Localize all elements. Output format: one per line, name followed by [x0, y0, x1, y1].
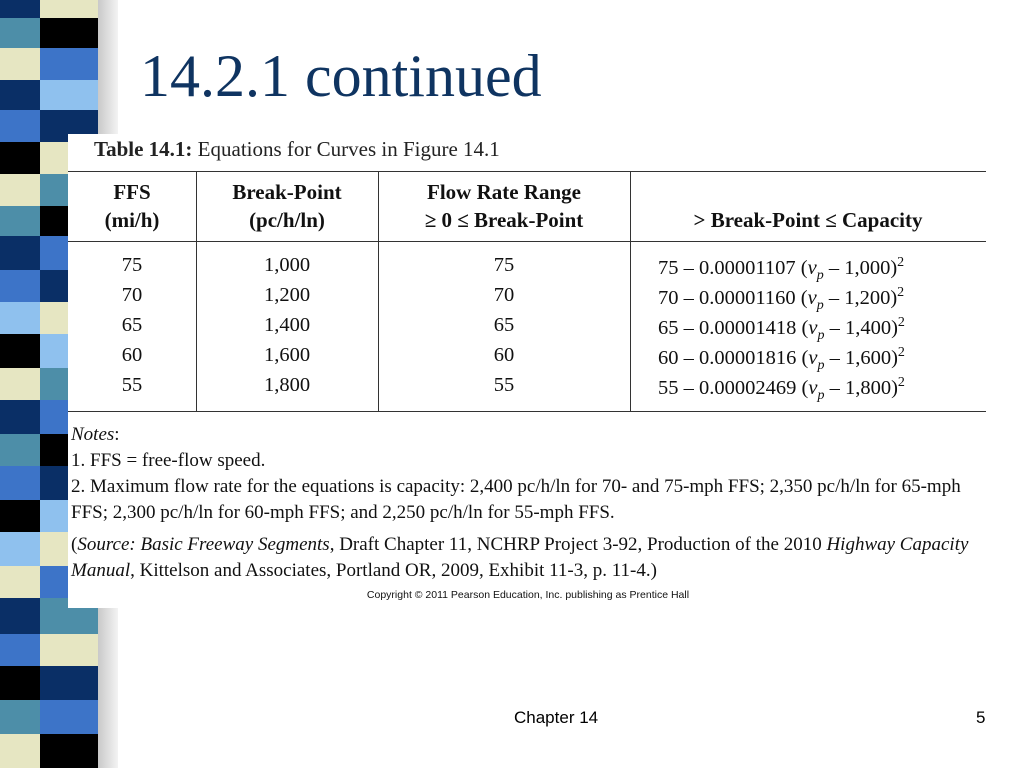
cell-break-point: 1,400	[263, 314, 311, 336]
notes-heading: Notes:	[71, 424, 120, 445]
cell-break-point: 1,000	[263, 254, 311, 276]
stripe-block	[0, 666, 40, 700]
stripe-block	[40, 734, 98, 768]
stripe-block	[0, 206, 40, 236]
cell-break-point: 1,600	[263, 344, 311, 366]
stripe-block	[40, 48, 98, 80]
stripe-block	[40, 666, 98, 700]
cell-low-range: 70	[493, 284, 515, 306]
column-equations	[658, 253, 905, 403]
column-break-point	[196, 250, 378, 400]
cell-ffs: 75	[121, 254, 143, 276]
cell-low-range: 65	[493, 314, 515, 336]
stripe-block	[0, 500, 40, 532]
cell-ffs: 60	[121, 344, 143, 366]
header-flow-rate-range: Flow Rate Range ≥ 0 ≤ Break-Point	[424, 180, 584, 232]
cell-low-range: 75	[493, 254, 515, 276]
cell-ffs: 70	[121, 284, 143, 306]
cell-break-point: 1,800	[263, 374, 311, 396]
stripe-block	[0, 174, 40, 206]
stripe-block	[0, 466, 40, 500]
cell-low-range: 60	[493, 344, 515, 366]
column-low-range	[378, 250, 630, 400]
stripe-block	[0, 334, 40, 368]
stripe-block	[0, 734, 40, 768]
stripe-block	[0, 48, 40, 80]
header-capacity-range: > Break-Point ≤ Capacity	[693, 208, 923, 232]
header-divider	[68, 241, 986, 242]
copyright-notice: Copyright © 2011 Pearson Education, Inc. publishing as Prentice Hall	[366, 589, 690, 601]
stripe-block	[40, 80, 98, 110]
cell-low-range: 55	[493, 374, 515, 396]
stripe-block	[0, 566, 40, 598]
stripe-block	[40, 0, 98, 18]
footer-chapter: Chapter 14	[514, 708, 599, 727]
cell-equation: 55 – 0.00002469 $(v_p - 1,800)^2$	[658, 375, 905, 403]
note-2: 2. Maximum flow rate for the equations is capacity: 2,400 pc/h/ln for 70- and 75-mph FFS; 2,350 pc/h/ln for 65-mph FFS; 2,300 pc/h/ln for 60-mph FFS; and 2,250 pc/h/ln for 55-mph FFS.	[71, 476, 961, 523]
cell-equation: 70 – 0.00001160 $(v_p - 1,200)^2$	[658, 285, 905, 313]
stripe-block	[0, 700, 40, 734]
stripe-block	[0, 18, 40, 48]
source-note: (Source: Basic Freeway Segments, Draft Chapter 11, NCHRP Project 3-92, Production of the 2010 Highway Capacity Manual, Kittelson and Associates, Portland OR, 2009, Exhibit 11-3, p. 11-4.)	[71, 534, 969, 581]
stripe-block	[0, 400, 40, 434]
stripe-block	[0, 434, 40, 466]
slide-title: 14.2.1 continued	[140, 43, 542, 109]
stripe-block	[0, 634, 40, 666]
header-ffs: FFS (mi/h)	[104, 180, 160, 232]
stripe-block	[40, 700, 98, 734]
table-notes	[71, 422, 986, 584]
table-caption-text: Equations for Curves in Figure 14.1	[197, 137, 500, 161]
cell-equation: 75 – 0.00001107 $(v_p - 1,000)^2$	[658, 255, 905, 283]
stripe-block	[0, 80, 40, 110]
column-ffs	[68, 250, 196, 400]
cell-break-point: 1,200	[263, 284, 311, 306]
stripe-block	[0, 142, 40, 174]
stripe-block	[0, 236, 40, 270]
table-caption	[94, 137, 500, 162]
stripe-block	[0, 368, 40, 400]
cell-ffs: 55	[121, 374, 143, 396]
note-1: 1. FFS = free-flow speed.	[71, 450, 266, 471]
stripe-block	[0, 0, 40, 18]
stripe-block	[40, 18, 98, 48]
stripe-block	[0, 302, 40, 334]
cell-ffs: 65	[121, 314, 143, 336]
cell-equation: 60 – 0.00001816 $(v_p - 1,600)^2$	[658, 345, 905, 373]
table-caption-label: Table 14.1:	[94, 137, 193, 161]
stripe-block	[40, 634, 98, 666]
header-break-point: Break-Point (pc/h/ln)	[232, 180, 342, 232]
page-number: 5	[976, 708, 986, 727]
table-image	[68, 134, 988, 608]
equations-table	[68, 171, 986, 412]
stripe-block	[0, 598, 40, 634]
cell-equation: 65 – 0.00001418 $(v_p - 1,400)^2$	[658, 315, 905, 343]
stripe-block	[0, 270, 40, 302]
stripe-block	[0, 110, 40, 142]
stripe-block	[0, 532, 40, 566]
